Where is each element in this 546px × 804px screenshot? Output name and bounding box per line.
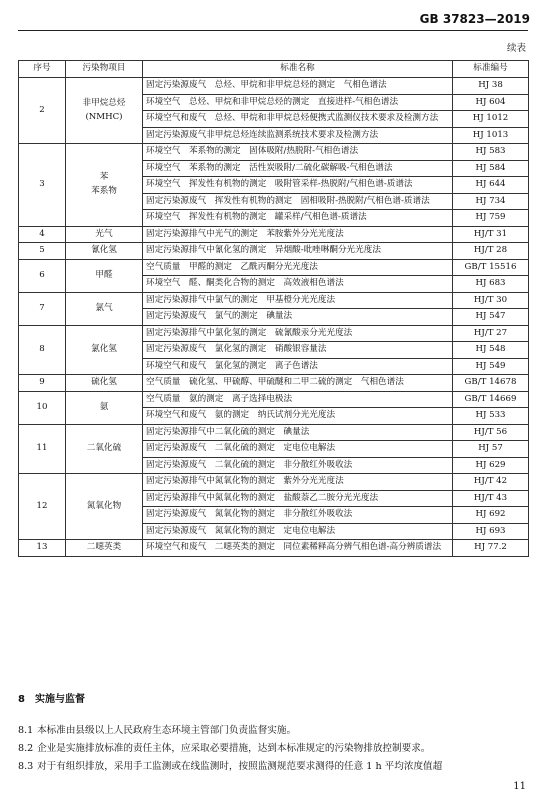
pollutant-line: 氯化氢 xyxy=(91,344,117,354)
standard-code-cell: HJ 77.2 xyxy=(453,540,529,557)
standard-code-cell: HJ/T 43 xyxy=(453,490,529,507)
standard-code-cell: HJ 629 xyxy=(453,457,529,474)
pollutant-name xyxy=(66,375,143,392)
table-row xyxy=(19,226,529,243)
standard-code-cell: HJ/T 27 xyxy=(453,325,529,342)
standard-name: 空气质量 氨的测定 离子选择电极法 xyxy=(143,391,453,408)
row-number: 5 xyxy=(19,243,66,260)
clause-text: 本标准由县级以上人民政府生态环境主管部门负责监督实施。 xyxy=(37,725,297,736)
standard-name: 固定污染源排气中氯气的测定 甲基橙分光光度法 xyxy=(143,292,453,309)
clause-8-2 xyxy=(18,740,530,754)
table-row xyxy=(19,391,529,408)
standard-name: 环境空气 苯系物的测定 固体吸附/热脱附-气相色谱法 xyxy=(143,144,453,161)
standard-name: 空气质量 硫化氢、甲硫醇、甲硫醚和二甲二硫的测定 气相色谱法 xyxy=(143,375,453,392)
standard-code-cell: HJ 547 xyxy=(453,309,529,326)
standard-name: 固定污染源排气中二氧化硫的测定 碘量法 xyxy=(143,424,453,441)
standard-code-cell: HJ 759 xyxy=(453,210,529,227)
table-row xyxy=(19,259,529,276)
standard-code-cell: HJ 1013 xyxy=(453,127,529,144)
standard-name: 固定污染源废气 挥发性有机物的测定 固相吸附-热脱附/气相色谱-质谱法 xyxy=(143,193,453,210)
standard-code-cell: HJ 38 xyxy=(453,78,529,95)
standard-code-cell: HJ 549 xyxy=(453,358,529,375)
standard-name: 固定污染源废气 二氧化硫的测定 非分散红外吸收法 xyxy=(143,457,453,474)
standard-code: GB 37823—2019 xyxy=(419,12,530,26)
pollutant-line: 氮氧化物 xyxy=(86,500,122,511)
standard-name: 空气质量 甲醛的测定 乙酰丙酮分光光度法 xyxy=(143,259,453,276)
table-row xyxy=(19,292,529,309)
standard-name: 环境空气和废气 氯化氢的测定 离子色谱法 xyxy=(143,358,453,375)
table-row xyxy=(19,474,529,491)
clause-number: 8.2 xyxy=(18,743,34,754)
table-row xyxy=(19,424,529,441)
standard-code-cell: HJ/T 30 xyxy=(453,292,529,309)
standard-code-cell: HJ 548 xyxy=(453,342,529,359)
header-rule xyxy=(18,30,528,31)
standard-name: 固定污染源排气中光气的测定 苯胺紫外分光光度法 xyxy=(143,226,453,243)
standard-code-cell: HJ 683 xyxy=(453,276,529,293)
row-number: 7 xyxy=(19,292,66,325)
standard-code-cell: HJ 584 xyxy=(453,160,529,177)
standard-code-cell: HJ/T 28 xyxy=(453,243,529,260)
row-number: 10 xyxy=(19,391,66,424)
pollutant-name xyxy=(66,78,143,144)
pollutant-line: 苯 xyxy=(99,172,109,183)
standard-code-cell: HJ/T 56 xyxy=(453,424,529,441)
column-header-pollutant: 污染物项目 xyxy=(66,61,143,78)
standard-code-cell: HJ 1012 xyxy=(453,111,529,128)
row-number: 9 xyxy=(19,375,66,392)
pollutant-line: (NMHC) xyxy=(85,111,123,122)
standards-table xyxy=(18,60,529,557)
clause-8-3 xyxy=(18,758,530,772)
table-row xyxy=(19,78,529,95)
standard-name: 环境空气 挥发性有机物的测定 吸附管采样-热脱附/气相色谱-质谱法 xyxy=(143,177,453,194)
clause-number: 8.1 xyxy=(18,725,34,736)
standard-name: 环境空气和废气 总烃、甲烷和非甲烷总烃便携式监测仪技术要求及检测方法 xyxy=(143,111,453,128)
table-row xyxy=(19,540,529,557)
section-heading xyxy=(18,690,85,705)
pollutant-line: 二噁英类 xyxy=(86,542,122,552)
clause-number: 8.3 xyxy=(18,761,34,772)
pollutant-name xyxy=(66,243,143,260)
standard-name: 环境空气和废气 二噁英类的测定 同位素稀释高分辨气相色谱-高分辨质谱法 xyxy=(143,540,453,557)
page-number: 11 xyxy=(513,781,526,792)
standard-code-cell: HJ 734 xyxy=(453,193,529,210)
standard-code-cell: HJ 693 xyxy=(453,523,529,540)
standard-code-cell: GB/T 14678 xyxy=(453,375,529,392)
standard-code-cell: HJ/T 31 xyxy=(453,226,529,243)
standard-name: 固定污染源废气 总烃、甲烷和非甲烷总烃的测定 气相色谱法 xyxy=(143,78,453,95)
standard-name: 环境空气 苯系物的测定 活性炭吸附/二硫化碳解吸-气相色谱法 xyxy=(143,160,453,177)
table-row xyxy=(19,144,529,161)
pollutant-name xyxy=(66,540,143,557)
standard-name: 固定污染源废气 氯气的测定 碘量法 xyxy=(143,309,453,326)
standard-name: 固定污染源废气 氮氧化物的测定 定电位电解法 xyxy=(143,523,453,540)
section-title: 实施与监督 xyxy=(34,694,85,705)
standard-code-cell: HJ/T 42 xyxy=(453,474,529,491)
pollutant-name xyxy=(66,292,143,325)
standard-code-cell: HJ 533 xyxy=(453,408,529,425)
continued-label: 续表 xyxy=(506,43,526,54)
column-header-standard-code: 标准编号 xyxy=(453,61,529,78)
standard-name: 固定污染源排气中氮氧化物的测定 盐酸萘乙二胺分光光度法 xyxy=(143,490,453,507)
pollutant-line: 甲醛 xyxy=(95,269,113,280)
clause-text: 对于有组织排放，采用手工监测或在线监测时，按照监测规范要求测得的任意 1 h 平均浓度值超 xyxy=(37,761,443,772)
standard-code-cell: HJ 644 xyxy=(453,177,529,194)
pollutant-name xyxy=(66,144,143,227)
row-number: 3 xyxy=(19,144,66,227)
pollutant-line: 苯系物 xyxy=(91,185,117,196)
table-body xyxy=(19,78,529,557)
standard-code-cell: HJ 583 xyxy=(453,144,529,161)
standard-code-cell: GB/T 14669 xyxy=(453,391,529,408)
pollutant-line: 二氧化硫 xyxy=(86,443,122,453)
clause-8-1 xyxy=(18,722,530,736)
row-number: 6 xyxy=(19,259,66,292)
clause-text: 企业是实施排放标准的责任主体，应采取必要措施，达到本标准规定的污染物排放控制要求。 xyxy=(37,743,431,754)
pollutant-line: 氯气 xyxy=(95,302,113,313)
table-row xyxy=(19,325,529,342)
row-number: 8 xyxy=(19,325,66,375)
standard-name: 固定污染源废气非甲烷总烃连续监测系统技术要求及检测方法 xyxy=(143,127,453,144)
column-header-standard-name: 标准名称 xyxy=(143,61,453,78)
pollutant-line: 光气 xyxy=(95,228,113,239)
pollutant-name xyxy=(66,391,143,424)
standard-name: 环境空气和废气 氨的测定 纳氏试剂分光光度法 xyxy=(143,408,453,425)
standard-name: 固定污染源排气中氰化氢的测定 异烟酸-吡唑啉酮分光光度法 xyxy=(143,243,453,260)
pollutant-line: 氨 xyxy=(99,401,109,412)
row-number: 13 xyxy=(19,540,66,557)
table-row xyxy=(19,375,529,392)
pollutant-name xyxy=(66,259,143,292)
standard-name: 固定污染源排气中氮氧化物的测定 紫外分光光度法 xyxy=(143,474,453,491)
pollutant-name xyxy=(66,424,143,474)
standard-code-cell: HJ 604 xyxy=(453,94,529,111)
row-number: 4 xyxy=(19,226,66,243)
table-row xyxy=(19,243,529,260)
pollutant-name xyxy=(66,325,143,375)
pollutant-line: 非甲烷总烃 xyxy=(82,98,126,108)
section-number: 8 xyxy=(18,694,25,705)
row-number: 11 xyxy=(19,424,66,474)
pollutant-name xyxy=(66,474,143,540)
standard-name: 环境空气 醛、酮类化合物的测定 高效液相色谱法 xyxy=(143,276,453,293)
standard-code-cell: HJ 57 xyxy=(453,441,529,458)
standard-code-cell: GB/T 15516 xyxy=(453,259,529,276)
standard-name: 环境空气 总烃、甲烷和非甲烷总烃的测定 直接进样-气相色谱法 xyxy=(143,94,453,111)
standard-name: 固定污染源废气 氯化氢的测定 硝酸银容量法 xyxy=(143,342,453,359)
standard-name: 环境空气 挥发性有机物的测定 罐采样/气相色谱-质谱法 xyxy=(143,210,453,227)
pollutant-line: 硫化氢 xyxy=(91,377,117,387)
row-number: 2 xyxy=(19,78,66,144)
standard-name: 固定污染源废气 氮氧化物的测定 非分散红外吸收法 xyxy=(143,507,453,524)
standard-code-cell: HJ 692 xyxy=(453,507,529,524)
pollutant-name xyxy=(66,226,143,243)
table-header-row xyxy=(19,61,529,78)
row-number: 12 xyxy=(19,474,66,540)
standard-name: 固定污染源排气中氯化氢的测定 硫氰酸汞分光光度法 xyxy=(143,325,453,342)
column-header-no: 序号 xyxy=(19,61,66,78)
standard-name: 固定污染源废气 二氧化硫的测定 定电位电解法 xyxy=(143,441,453,458)
pollutant-line: 氰化氢 xyxy=(91,245,117,255)
